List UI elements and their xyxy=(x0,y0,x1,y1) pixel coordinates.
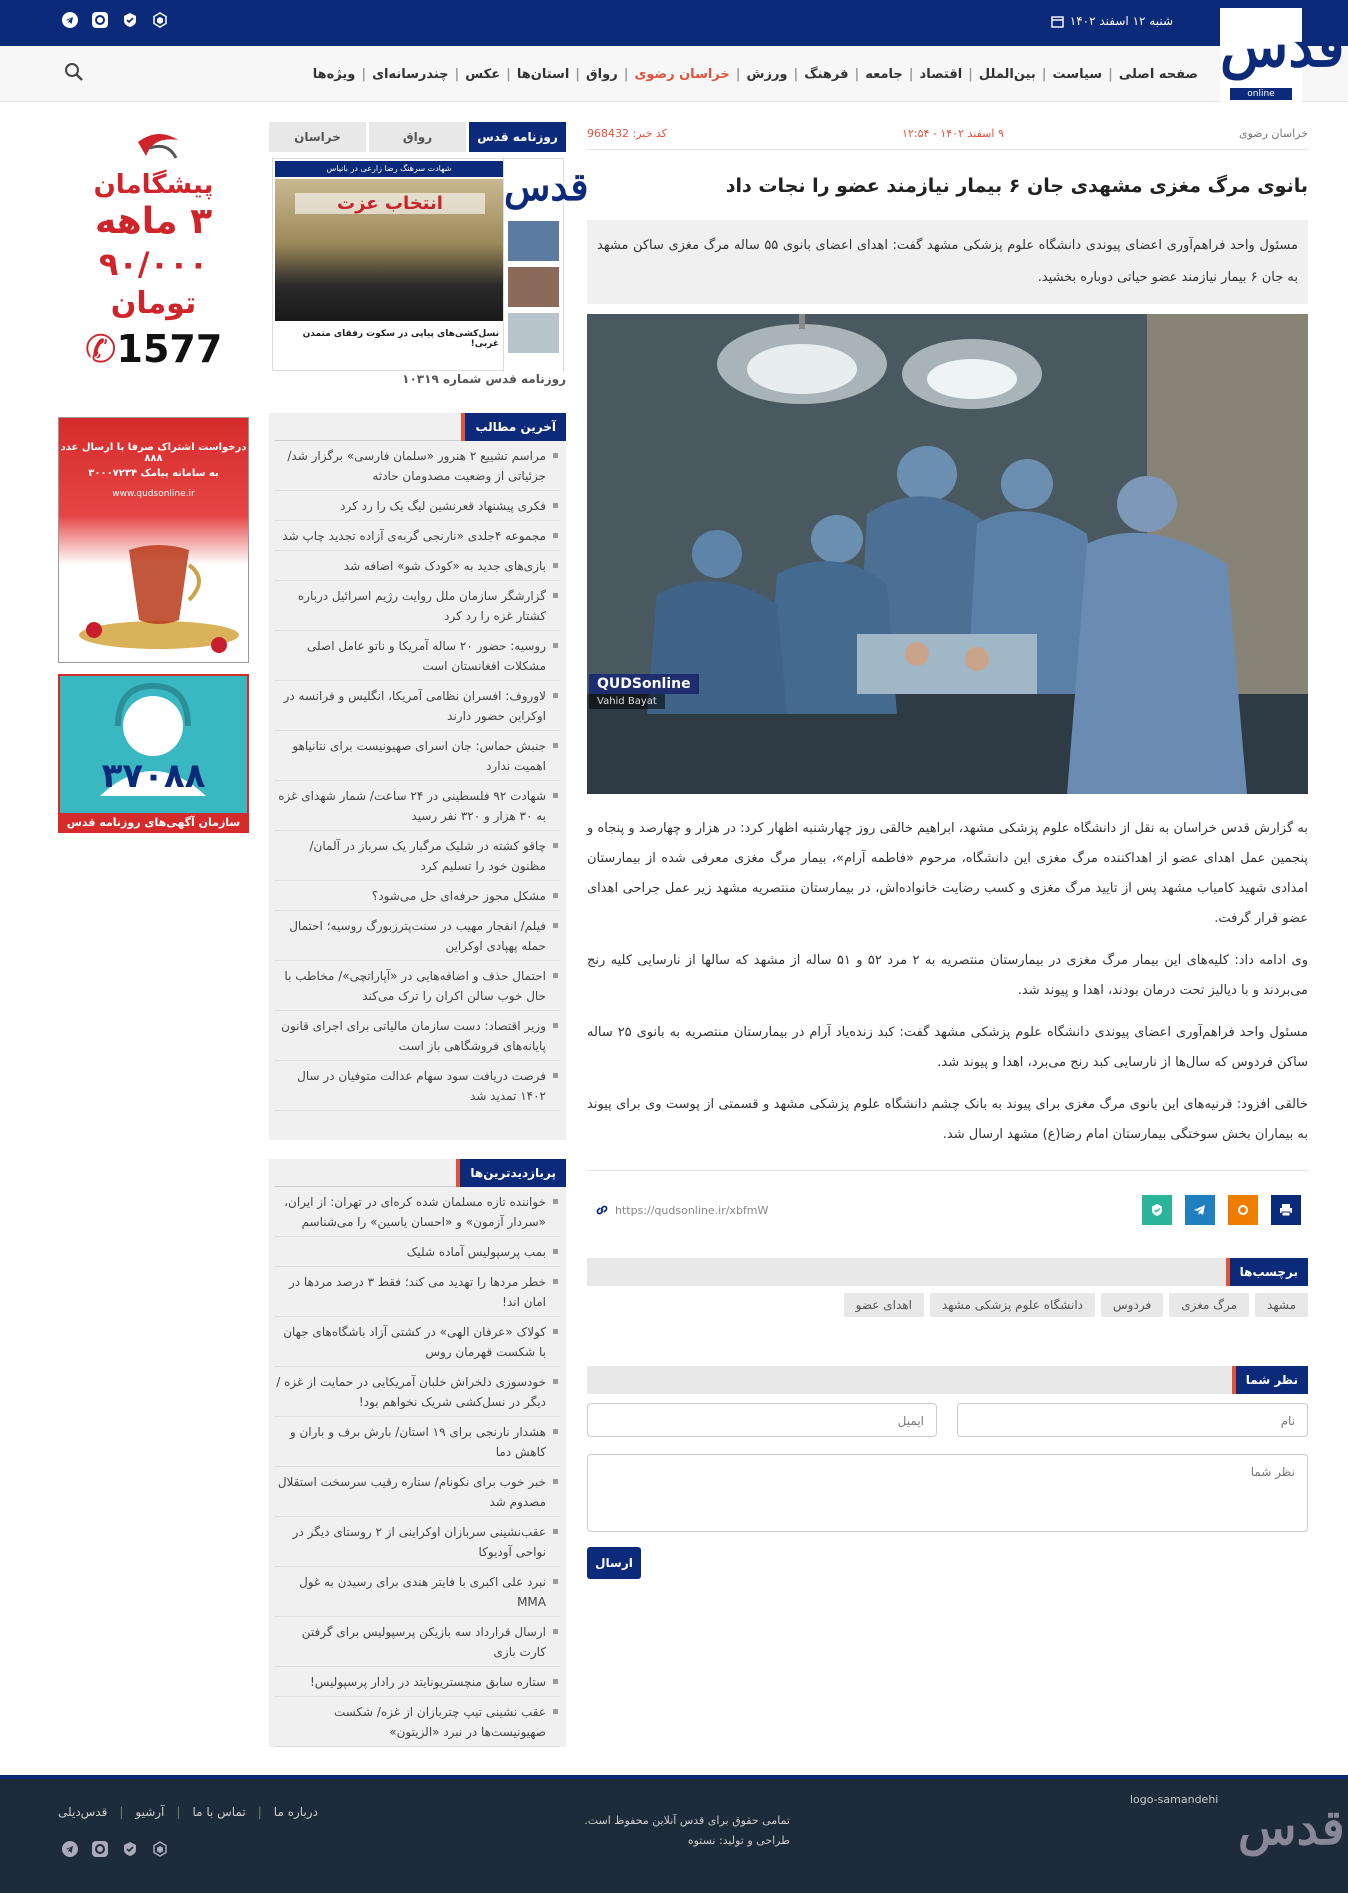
newspaper-caption[interactable]: روزنامه قدس شماره ۱۰۳۱۹ xyxy=(402,372,566,386)
newspaper-cover[interactable] xyxy=(272,158,589,371)
list-item[interactable]: بمب پرسپولیس آماده شلیک xyxy=(275,1237,560,1267)
article-meta xyxy=(587,118,1308,150)
print-icon xyxy=(1279,1203,1293,1217)
logo-sub: online xyxy=(1230,88,1292,100)
tag-item[interactable]: مرگ مغزی xyxy=(1169,1293,1249,1317)
rubika-icon[interactable] xyxy=(152,1841,168,1857)
list-item[interactable]: فیلم/ انفجار مهیب در سنت‌پترزبورگ روسیه؛ احتمال حمله پهپادی اوکراین xyxy=(275,911,560,961)
telegram-share-button[interactable] xyxy=(1185,1195,1215,1225)
photo-watermark: QUDSonline xyxy=(589,674,699,694)
eitaa-share-button[interactable] xyxy=(1228,1195,1258,1225)
ad-subscription[interactable] xyxy=(58,417,249,663)
list-item[interactable]: احتمال حذف و اضافه‌هایی در «آپاراتچی»/ مخاطب با حال خوب سالن اکران را ترک می‌کند xyxy=(275,961,560,1011)
search-icon[interactable] xyxy=(64,62,84,82)
nav-item[interactable]: اقتصاد xyxy=(919,66,963,82)
list-item[interactable]: نبرد علی اکبری با فایتر هندی برای رسیدن به غول MMA xyxy=(275,1567,560,1617)
telegram-icon[interactable] xyxy=(62,12,78,28)
article-photo xyxy=(587,314,1308,794)
cover-thumb-2 xyxy=(508,267,559,307)
footer-separator: | xyxy=(176,1805,181,1819)
ad1-line2: ۹۰/۰۰۰ xyxy=(98,245,209,283)
nav-separator: | xyxy=(575,66,581,82)
latest-title: آخرین مطالب xyxy=(461,413,566,441)
ad2-url: www.qudsonline.ir xyxy=(112,489,195,499)
ad-pishgaman[interactable] xyxy=(58,122,249,414)
copyright-text: تمامی حقوق برای قدس آنلاین محفوظ است. xyxy=(584,1814,790,1827)
site-logo[interactable] xyxy=(1220,8,1345,102)
ad1-phone: 1577 xyxy=(116,327,223,371)
ad1-line1: ۳ ماهه xyxy=(94,201,213,242)
list-item[interactable]: لاوروف: افسران نظامی آمریکا، انگلیس و فرانسه در اوکراین حضور دارند xyxy=(275,681,560,731)
nav-separator: | xyxy=(361,66,367,82)
short-link[interactable] xyxy=(595,1203,768,1217)
article-paragraph: وی ادامه داد: کلیه‌های این بیمار مرگ مغزی در بیمارستان منتصریه به ۲ مرد ۵۲ و ۵۱ ساله از مشهد که سالها از نارسایی کلیه رنج می‌بردند و با دیالیز تحت درمان بودند، اهدا و پیوند شد. xyxy=(587,953,1308,998)
tags-list xyxy=(587,1293,1308,1317)
latest-list xyxy=(275,441,560,1111)
tag-item[interactable]: فردوس xyxy=(1101,1293,1163,1317)
latest-box xyxy=(269,413,566,1140)
list-item[interactable]: عقب نشینی تیپ چتربازان از غزه/ شکست صهیونیست‌ها در نبرد «الزیتون» xyxy=(275,1697,560,1747)
telegram-icon xyxy=(1193,1203,1207,1217)
cover-subheadline: نسل‌کشی‌های پیاپی در سکوت رفقای متمدن غربی! xyxy=(302,329,499,349)
article-datetime: ۹ اسفند ۱۴۰۲ - ۱۲:۵۴ xyxy=(902,127,1004,140)
tag-item[interactable]: دانشگاه علوم پزشکی مشهد xyxy=(930,1293,1095,1317)
nav-separator: | xyxy=(968,66,973,82)
telegram-icon[interactable] xyxy=(62,1841,78,1857)
cover-logo: قدس xyxy=(504,164,589,209)
surgery-illustration xyxy=(587,314,1308,794)
ad1-phone-row xyxy=(58,324,249,374)
tag-item[interactable]: اهدای عضو xyxy=(844,1293,924,1317)
list-item[interactable]: ارسال قرارداد سه بازیکن پرسپولیس برای گرفتن کارت بازی xyxy=(275,1617,560,1667)
calendar-icon xyxy=(1051,15,1064,28)
date-text: شنبه ۱۲ اسفند ۱۴۰۲ xyxy=(1069,14,1173,28)
list-item[interactable]: خبر خوب برای نکونام/ ستاره رقیب سرسخت استقلال مصدوم شد xyxy=(275,1467,560,1517)
footer-link[interactable]: تماس با ما xyxy=(192,1805,246,1819)
sidebar-tab[interactable]: رواق xyxy=(369,122,466,152)
popular-title: پربازدیدترین‌ها xyxy=(456,1159,566,1187)
list-item[interactable]: چاقو کشته در شلیک مرگبار یک سرباز در آلمان/ مظنون خود را تسلیم کرد xyxy=(275,831,560,881)
bale-share-button[interactable] xyxy=(1142,1195,1172,1225)
short-link-text: https://qudsonline.ir/xbfmW xyxy=(615,1203,769,1217)
list-item[interactable]: فرصت دریافت سود سهام عدالت متوفیان در سال ۱۴۰۲ تمدید شد xyxy=(275,1061,560,1111)
nav-item[interactable]: سیاست xyxy=(1052,66,1103,82)
bale-icon[interactable] xyxy=(122,1841,138,1857)
rubika-icon[interactable] xyxy=(152,12,168,28)
list-item[interactable]: بازی‌های جدید به «کودک شو» اضافه شد xyxy=(275,551,560,581)
nav-item[interactable]: چندرسانه‌ای xyxy=(372,66,449,82)
article xyxy=(587,118,1308,1150)
ad-call-center[interactable] xyxy=(58,674,249,833)
nav-separator: | xyxy=(1041,66,1047,82)
logo-text: قدس xyxy=(1220,14,1345,80)
list-item[interactable]: مراسم تشییع ۲ هنرور «سلمان فارسی» برگزار شد/ جزئیاتی از وضعیت مصدومان حادثه xyxy=(275,441,560,491)
list-item[interactable]: مشکل مجوز حرفه‌ای حل می‌شود؟ xyxy=(275,881,560,911)
top-bar xyxy=(0,0,1348,46)
nav-item[interactable]: عکس xyxy=(465,66,501,82)
list-item[interactable]: هشدار نارنجی برای ۱۹ استان/ بارش برف و باران و کاهش دما xyxy=(275,1417,560,1467)
comment-header xyxy=(587,1366,1308,1394)
list-item[interactable]: مجموعه ۴جلدی «نارنجی گربه‌ی آزاده تجدید چاپ شد xyxy=(275,521,560,551)
nav-separator: | xyxy=(1108,66,1113,82)
eitaa-icon[interactable] xyxy=(92,12,108,28)
list-item[interactable]: وزیر اقتصاد: دست سازمان مالیاتی برای اجرای قانون پایانه‌های فروشگاهی باز است xyxy=(275,1011,560,1061)
cover-thumb-3 xyxy=(508,313,559,353)
bale-icon xyxy=(1150,1203,1164,1217)
nav-separator: | xyxy=(908,66,914,82)
name-input[interactable]: نام xyxy=(957,1403,1308,1437)
tag-item[interactable]: مشهد xyxy=(1255,1293,1308,1317)
ad2-top: درخواست اشتراک صرفا با ارسال عدد ۸۸۸ xyxy=(60,442,247,464)
cover-thumb-1 xyxy=(508,221,559,261)
list-item[interactable]: ستاره سابق منچستریونایتد در رادار پرسپولیس! xyxy=(275,1667,560,1697)
nav-separator: | xyxy=(506,66,511,82)
article-paragraph: خالقی افزود: قرنیه‌های این بانوی مرگ مغزی برای پیوند به بانک چشم دانشگاه علوم پزشکی مشهد و قسمتی از پوست وی برای پیوند به بیماران بخش سوختگی بیمارستان امام رضا(ع) مشهد ارسال شد. xyxy=(587,1097,1308,1142)
list-item[interactable]: خطر مردها را تهدید می کند؛ فقط ۳ درصد مردها در امان اند! xyxy=(275,1267,560,1317)
nav-item[interactable]: رواق xyxy=(586,66,618,82)
list-item[interactable]: کولاک «عرفان الهی» در کشتی آزاد باشگاه‌های جهان با شکست قهرمان روس xyxy=(275,1317,560,1367)
list-item[interactable]: خودسوزی دلخراش خلبان آمریکایی در حمایت از غزه / دیگر در نسل‌کشی شریک نخواهم بود! xyxy=(275,1367,560,1417)
list-item[interactable]: گزارشگر سازمان ملل روایت رژیم اسرائیل درباره کشتار غزه را رد کرد xyxy=(275,581,560,631)
nav-separator: | xyxy=(735,66,741,82)
article-title: بانوی مرگ مغزی مشهدی جان ۶ بیمار نیازمند عضو را نجات داد xyxy=(725,175,1308,197)
footer-logo[interactable]: قدس xyxy=(1238,1800,1345,1856)
nav-separator: | xyxy=(623,66,629,82)
eitaa-icon xyxy=(1236,1203,1250,1217)
sidebar-tab[interactable]: روزنامه قدس xyxy=(469,122,566,152)
samandehi-logo[interactable]: logo-samandehi xyxy=(1130,1793,1219,1806)
current-date xyxy=(1051,14,1173,28)
nav-separator: | xyxy=(793,66,799,82)
footer-separator: | xyxy=(119,1805,124,1819)
nav-separator: | xyxy=(854,66,860,82)
article-body xyxy=(587,814,1308,1150)
design-row xyxy=(560,1831,790,1851)
popular-box xyxy=(269,1159,566,1747)
article-paragraph: به گزارش قدس خراسان به نقل از دانشگاه علوم پزشکی مشهد، ابراهیم خالقی روز چهارشنبه اظهار کرد: در هزار و چهارصد و پنجاه و پنجمین عمل اهدای عضو از اهداکننده مرگ مغزی این دانشگاه، مرحوم «فاطمه آرام»، بیمار مرگ مغزی معرفی شده از بیمارستان امدادی شهید کامیاب مشهد پس از تایید مرگ مغزی و کسب رضایت خانواده‌اش، در بیمارستان منتصریه مشهد زیر عمل جراحی اهدای عضو قرار گرفت. xyxy=(587,821,1308,926)
footer-social-icons xyxy=(62,1841,168,1857)
list-item[interactable]: خواننده تازه مسلمان شده کره‌ای در تهران: از ایران، «سردار آزمون» و «احسان یاسین» را می‌شناسم xyxy=(275,1187,560,1237)
nav-item[interactable]: فرهنگ xyxy=(804,66,849,82)
footer-copyright xyxy=(560,1811,790,1851)
comment-textarea[interactable]: نظر شما xyxy=(587,1454,1308,1532)
footer-link[interactable]: قدس‌دیلی xyxy=(58,1805,108,1819)
list-item[interactable]: جنبش حماس: جان اسرای صهیونیست برای نتانیاهو اهمیت ندارد xyxy=(275,731,560,781)
article-code: کد خبر: 968432 xyxy=(587,127,667,140)
ad1-line3: تومان xyxy=(110,286,197,321)
cover-banner: شهادت سرهنگ رضا زارعی در بانیاس xyxy=(275,161,503,177)
article-paragraph: مسئول واحد فراهم‌آوری اعضای پیوندی دانشگاه علوم پزشکی مشهد گفت: کبد زنده‌یاد آرام در بیمارستان منتصریه به بانوی ۲۵ ساله ساکن فردوس که سال‌ها از نارسایی کبد رنج می‌برد، اهدا و پیوند شد. xyxy=(587,1025,1308,1070)
print-button[interactable] xyxy=(1271,1195,1301,1225)
phone-icon: ✆ xyxy=(84,327,117,371)
ad3-number: ۳۷۰۸۸ xyxy=(101,756,206,796)
main-menu xyxy=(307,46,1204,102)
share-bar xyxy=(587,1170,1308,1240)
comment-title: نظر شما xyxy=(1232,1366,1308,1394)
eitaa-icon[interactable] xyxy=(92,1841,108,1857)
list-item[interactable]: عقب‌نشینی سربازان اوکراینی از ۲ روستای دیگر در نواحی آودیوکا xyxy=(275,1517,560,1567)
nav-item[interactable]: جامعه xyxy=(865,66,903,82)
nav-item[interactable]: استان‌ها xyxy=(516,66,570,82)
submit-button[interactable]: ارسال xyxy=(587,1547,641,1579)
cover-photo xyxy=(275,179,503,321)
bale-icon[interactable] xyxy=(122,12,138,28)
nav-item[interactable]: خراسان رضوی xyxy=(634,66,730,82)
link-icon xyxy=(595,1203,609,1217)
ad1-brand: پیشگامان xyxy=(93,170,214,200)
ad3-caption: سازمان آگهی‌های روزنامه قدس xyxy=(60,813,247,833)
article-category[interactable]: خراسان رضوی xyxy=(1238,127,1308,140)
ad2-mid: به سامانه پیامک ۳۰۰۰۷۲۳۴ xyxy=(88,468,219,479)
nav-separator: | xyxy=(454,66,460,82)
newspaper-tabs xyxy=(269,122,566,152)
nav-item[interactable]: ویژه‌ها xyxy=(312,66,356,82)
article-lead: مسئول واحد فراهم‌آوری اعضای پیوندی دانشگاه علوم پزشکی مشهد گفت: اهدای اعضای بانوی ۵۵ ساله مرگ مغزی ساکن مشهد به جان ۶ بیمار نیازمند عضو حیاتی دوباره بخشید. xyxy=(587,220,1308,304)
photo-credit: Vahid Bayat xyxy=(589,694,665,709)
nav-item[interactable]: ورزش xyxy=(746,66,788,82)
cover-headline: انتخاب عزت xyxy=(295,193,485,214)
cover-masthead xyxy=(503,159,589,372)
sidebar-tab[interactable]: خراسان xyxy=(269,122,366,152)
list-item[interactable]: شهادت ۹۲ فلسطینی در ۲۴ ساعت/ شمار شهدای غزه به ۳۰ هزار و ۳۲۰ نفر رسید xyxy=(275,781,560,831)
design-text[interactable]: طراحی و تولید: نستوه xyxy=(687,1834,790,1847)
footer-link[interactable]: آرشیو xyxy=(135,1805,165,1819)
tea-cup-icon xyxy=(59,510,248,660)
list-item[interactable]: روسیه: حضور ۲۰ ساله آمریکا و ناتو عامل اصلی مشکلات افغانستان است xyxy=(275,631,560,681)
footer xyxy=(0,1775,1348,1893)
nav-item[interactable]: بین‌الملل xyxy=(978,66,1036,82)
footer-link[interactable]: درباره ما xyxy=(273,1805,318,1819)
footer-separator: | xyxy=(257,1805,262,1819)
tags-header xyxy=(587,1258,1308,1286)
tags-title: برچسب‌ها xyxy=(1226,1258,1308,1286)
footer-links xyxy=(58,1805,318,1819)
popular-list xyxy=(275,1187,560,1747)
social-icons xyxy=(62,12,168,28)
list-item[interactable]: فکری پیشنهاد قعرنشین لیگ یک را رد کرد xyxy=(275,491,560,521)
email-input[interactable]: ایمیل xyxy=(587,1403,937,1437)
nav-item[interactable]: صفحه اصلی xyxy=(1118,66,1198,82)
